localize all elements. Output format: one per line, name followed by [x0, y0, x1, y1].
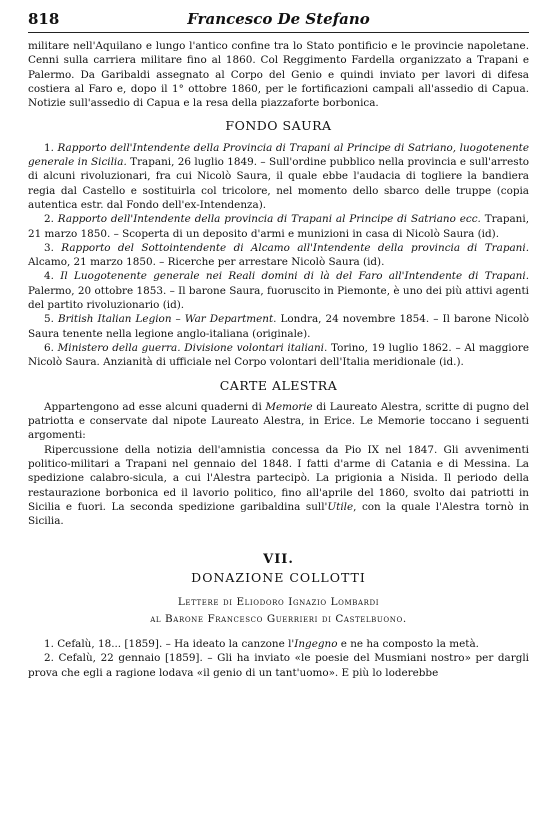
item-title: British Italian Legion – War Department.: [57, 313, 277, 326]
item-title: Rapporto dell'Intendente della Provincia di Trapani al Principe di Satriano, luogotenente generale in Sicilia.: [28, 141, 529, 169]
page-number: 818: [28, 10, 60, 28]
chapter-number: VII.: [263, 551, 294, 567]
list-item: [28, 141, 529, 212]
text-run: , con la quale l'Alestra tornò in Sicilia.: [28, 500, 529, 528]
list-item: [28, 312, 529, 341]
text-run: di Laureato Alestra, scritte di pugno del patriotta e conservate dal nipote Laureato Alestra, in Erice. Le Memorie toccano i seguenti argomenti:: [28, 400, 529, 442]
text-run-italic: Ingegno: [294, 638, 338, 651]
page-body: [28, 39, 529, 680]
list-item: [28, 212, 529, 241]
intro-paragraph: militare nell'Aquilano e lungo l'antico confine tra lo Stato pontificio e le provincie napoletane. Cenni sulla carriera militare fino al 1860. Col Reggimento Fardella organizzato a Trapani e Palermo. Da Garibaldi assegnato al Corpo del Genio e quindi inviato per lavori di difesa costiera al Faro e, dopo il 1° ottobre 1860, per le fortificazioni campali all'assedio di Capua. Notizie sull'assedio di Capua e la resa della piazzaforte borbonica.: [28, 40, 529, 110]
item-number: 5.: [44, 313, 58, 326]
alestra-intro-paragraph: [28, 400, 529, 443]
running-header: [28, 6, 529, 33]
text-run: e ne ha composto la metà.: [337, 638, 479, 651]
letter-entry: [28, 637, 529, 651]
item-number: 3.: [44, 241, 62, 254]
item-text: Torino, 19 luglio 1862. – Al maggiore Nicolò Saura. Anzianità di ufficiale nel Corpo volontari dell'Italia meridionale (id.).: [28, 341, 529, 369]
page: [28, 6, 529, 680]
alestra-topics-paragraph: [28, 443, 529, 529]
text-run-italic: Memorie: [265, 400, 313, 413]
letters-title-line-1: Lettere di Eliodoro Ignazio Lombardi: [177, 596, 380, 609]
section-heading-fondo-saura: FONDO SAURA: [225, 118, 332, 134]
item-text: Londra, 24 novembre 1854. – Il barone Nicolò Saura tenente nella legione anglo-italiana (originale).: [28, 313, 530, 340]
letters-title-line-2: al Barone Francesco Guerrieri di Castelbuono.: [150, 613, 407, 626]
item-number: 1.: [44, 141, 58, 154]
item-text: Palermo, 20 ottobre 1853. – Il barone Saura, fuoruscito in Piemonte, è uno dei più attivi agenti del partito rivoluzionario (id).: [28, 284, 529, 312]
item-title: Rapporto dell'Intendente della provincia di Trapani al Principe di Satriano ecc.: [57, 213, 481, 226]
list-item: [28, 269, 529, 312]
text-run-italic: Utile: [327, 500, 354, 513]
item-number: 4.: [44, 270, 61, 283]
list-item: [28, 341, 529, 370]
letter-entry: 2. Cefalù, 22 gennaio [1859]. – Gli ha inviato «le poesie del Musmiani nostro» per dargli prova che egli a ragione lodava «il genio di un tant'uomo». E più lo loderebbe: [28, 652, 529, 679]
chapter-title: DONAZIONE COLLOTTI: [191, 569, 366, 585]
running-title: Francesco De Stefano: [187, 10, 370, 28]
item-title: Ministero della guerra. Divisione volontari italiani.: [57, 341, 328, 354]
section-heading-carte-alestra: CARTE ALESTRA: [219, 377, 338, 393]
item-text: Trapani, 21 marzo 1850. – Scoperta di un deposito d'armi e munizioni in casa di Nicolò Saura (id).: [28, 213, 529, 240]
list-item: [28, 241, 529, 270]
text-run: 1. Cefalù, 18... [1859]. – Ha ideato la canzone l': [44, 638, 295, 651]
item-title: Il Luogotenente generale nei Reali domini di là del Faro all'Intendente di Trapani.: [60, 270, 530, 283]
item-text: Alcamo, 21 marzo 1850. – Ricerche per arrestare Nicolò Saura (id).: [28, 256, 385, 269]
text-run: Ripercussione della notizia dell'amnistia concessa da Pio IX nel 1847. Gli avvenimenti politico-militari a Trapani nel gennaio del 1848. I fatti d'arme di Catania e di Messina. La spedizione calabro-sicula, a cui l'Alestra partecipò. La prigionia a Nisida. Il periodo della restaurazione borbonica ed il lavorio politico, fino all'aprile del 1860, svolto dai patriotti in Sicilia e fuori. La seconda spedizione garibaldina sull': [28, 443, 529, 513]
item-number: 6.: [44, 341, 58, 354]
item-number: 2.: [44, 213, 58, 226]
text-run: Appartengono ad esse alcuni quaderni di: [44, 400, 266, 413]
item-title: Rapporto del Sottointendente di Alcamo all'Intendente della provincia di Trapani.: [61, 241, 530, 254]
item-text: Trapani, 26 luglio 1849. – Sull'ordine pubblico nella provincia e sull'arresto di alcuni rivoluzionari, fra cui Nicolò Saura, il quale ebbe l'audacia di togliere la bandiera regia dal Castello e sostituirla col tricolore, nel momento dello sbarco delle truppe (copia autentica estr. dal Fondo dell'ex-Intendenza).: [28, 156, 530, 211]
